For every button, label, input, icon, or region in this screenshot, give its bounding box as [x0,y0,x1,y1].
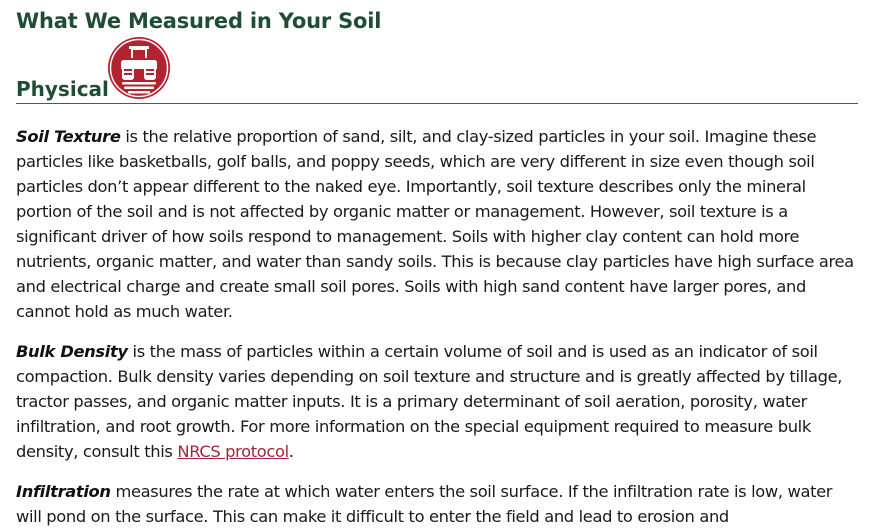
infiltration-text: measures the rate at which water enters the soil surface. If the infiltration rate is low, water will pond on the surface. This can make it difficult to enter the field and lead to erosion and [16,482,833,526]
content [16,124,858,532]
bulk-density-paragraph [16,339,858,464]
tractor-icon [107,36,171,100]
nrcs-protocol-link[interactable]: NRCS protocol [177,442,289,461]
soil-texture-paragraph [16,124,858,324]
infiltration-term: Infiltration [16,482,111,501]
section-title: Physical [16,77,109,101]
soil-texture-text: is the relative proportion of sand, silt, and clay-sized particles in your soil. Imagine these particles like basketballs, golf balls, and poppy seeds, which are very different in size even though soil particles don’t appear different to the naked eye. Importantly, soil texture describes only the mineral portion of the soil and is not affected by organic matter or management. However, soil texture is a significant driver of how soils respond to management. Soils with higher clay content can hold more nutrients, organic matter, and water than sandy soils. This is because clay particles have high surface area and electrical charge and create small soil pores. Soils with high sand content have larger pores, and cannot hold as much water. [16,127,854,321]
bulk-density-term: Bulk Density [16,342,128,361]
page-title: What We Measured in Your Soil [16,9,382,33]
section-header [16,34,858,104]
bulk-density-text: is the mass of particles within a certain volume of soil and is used as an indicator of soil compaction. Bulk density varies depending on soil texture and structure and is greatly affected by tillage, tractor passes, and organic matter inputs. It is a primary determinant of soil aeration, porosity, water infiltration, and root growth. For more information on the special equipment required to measure bulk density, consult this [16,342,843,461]
infiltration-paragraph [16,479,858,529]
soil-texture-term: Soil Texture [16,127,121,146]
bulk-density-text-end: . [288,442,294,461]
